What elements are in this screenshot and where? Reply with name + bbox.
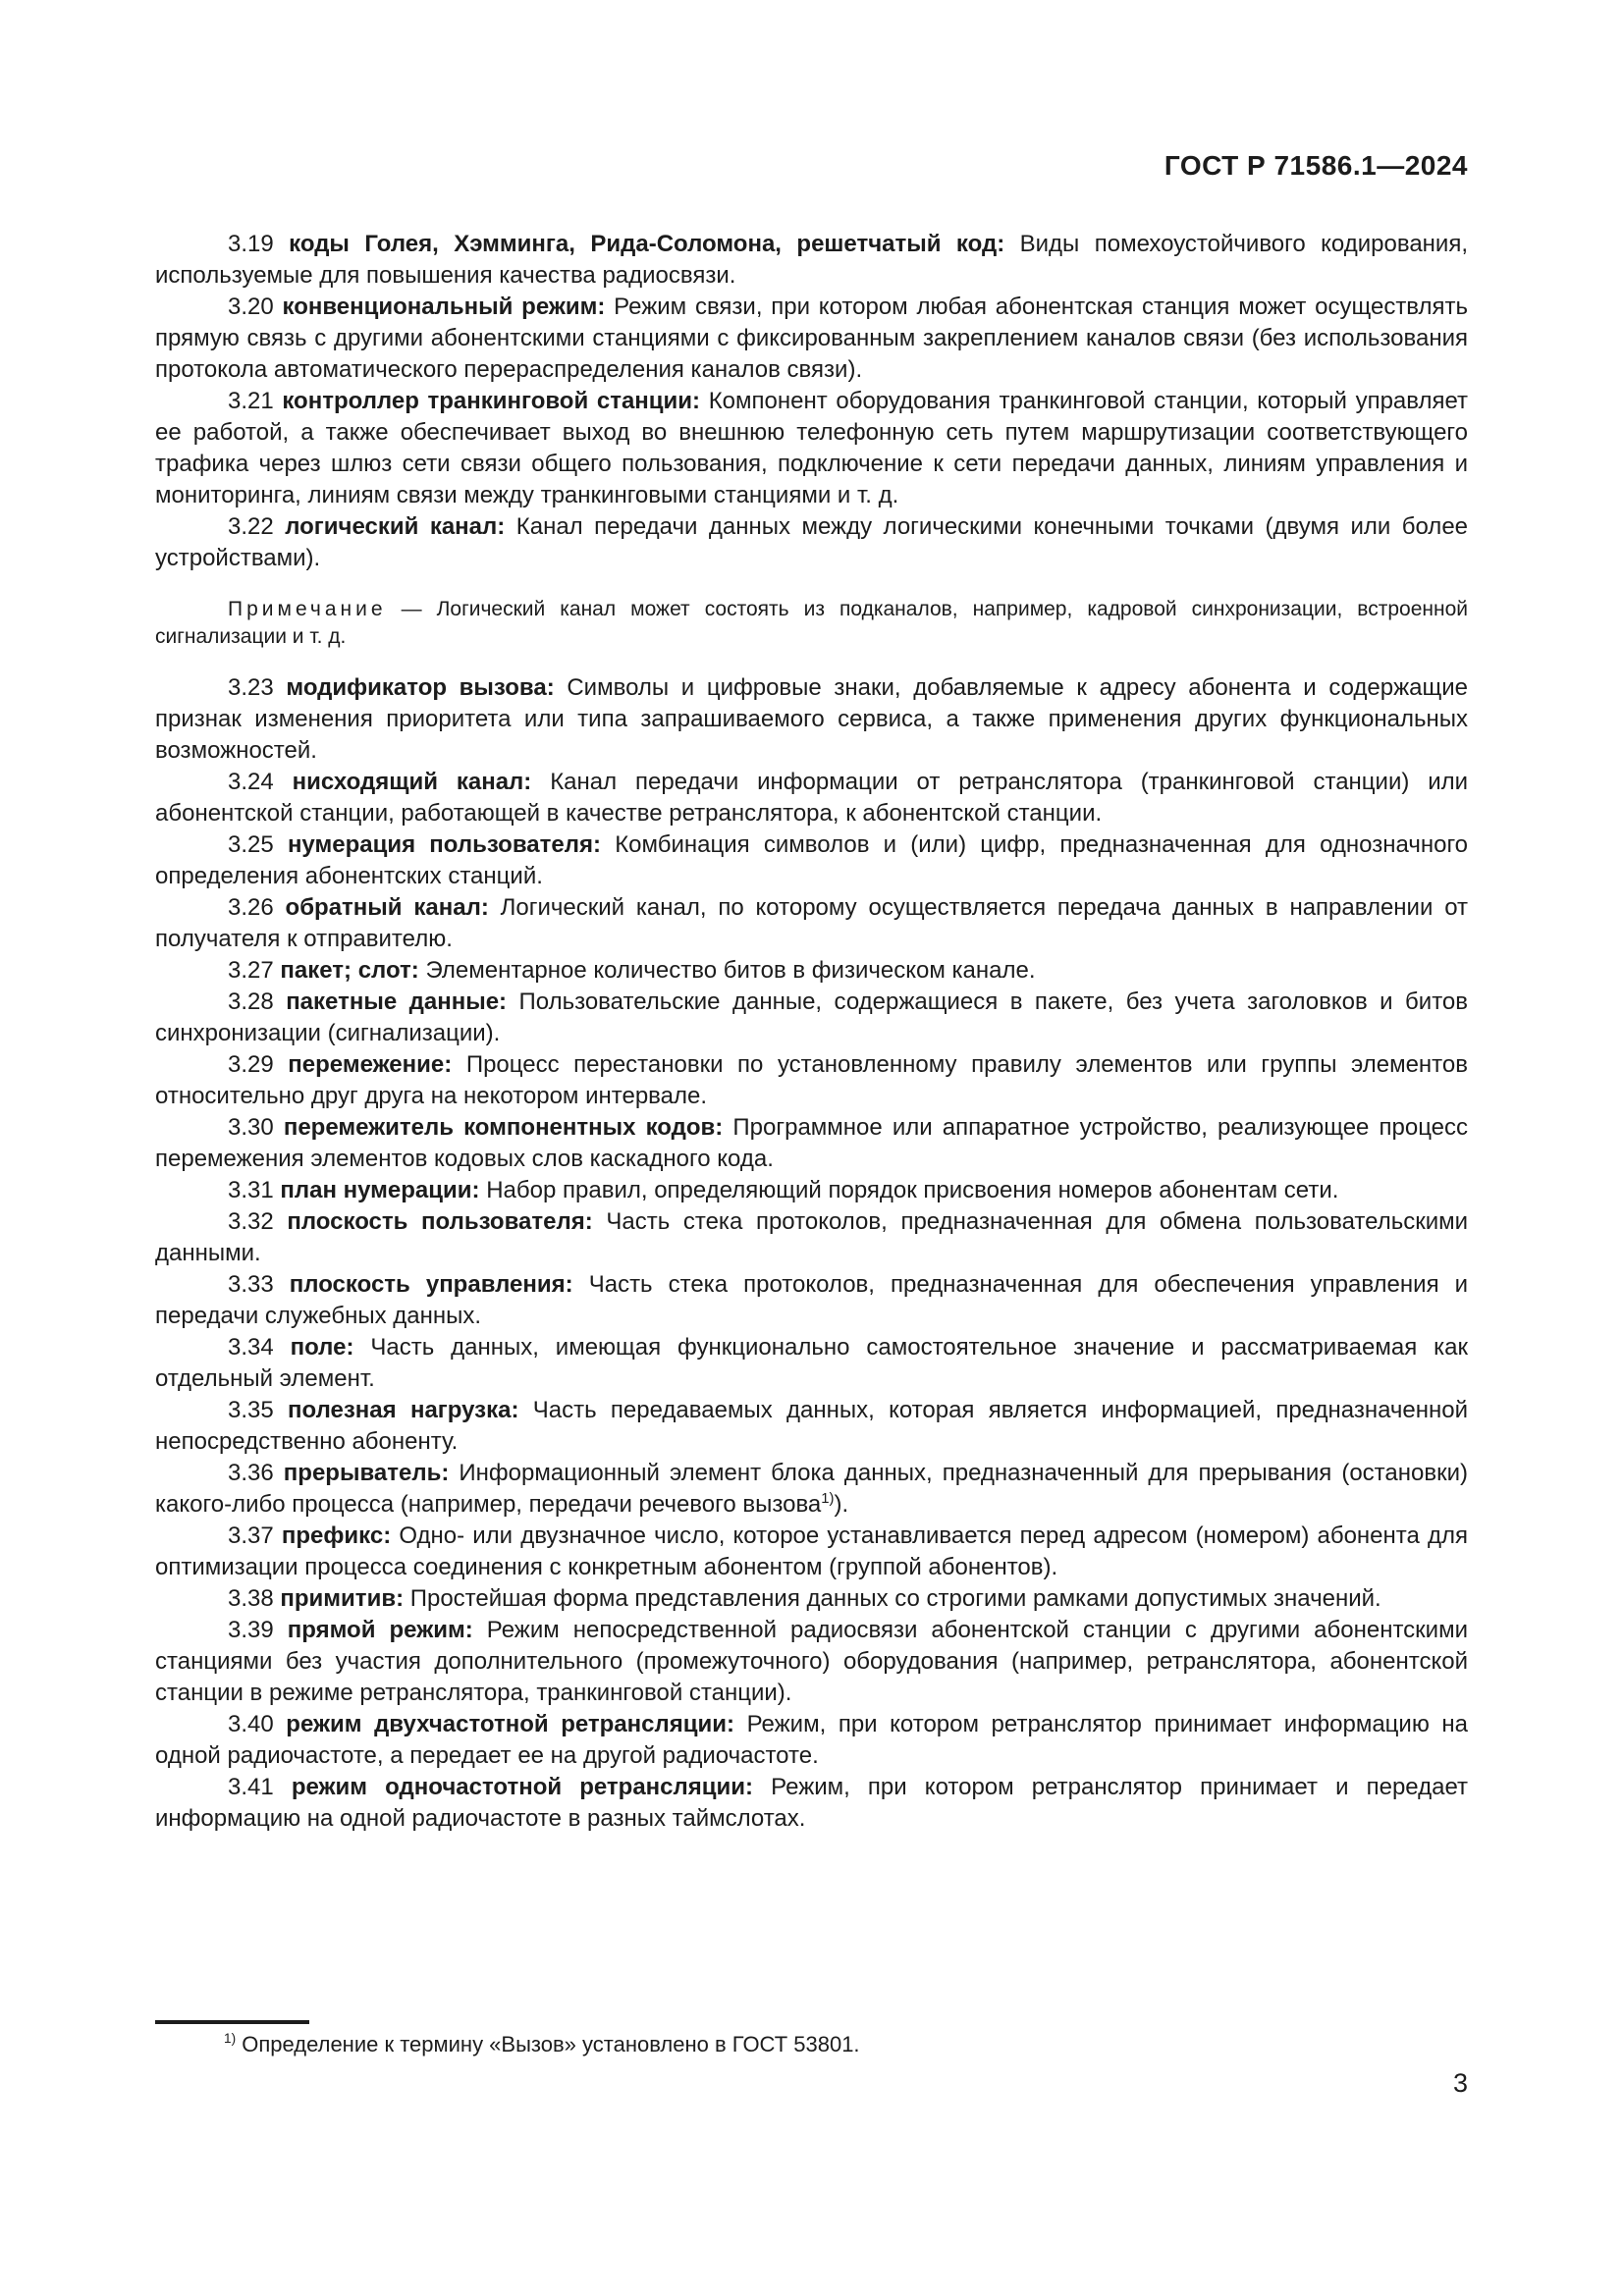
footnote-marker: 1) [224,2031,237,2046]
term-paragraph [155,1269,1468,1332]
term-name: плоскость пользователя: [287,1208,593,1235]
term-name: полезная нагрузка: [288,1397,519,1423]
term-definition: Процесс перестановки по установленному правилу элементов или группы элементов относительно друг друга на некотором интервале. [155,1051,1469,1109]
term-note [155,596,1468,651]
terms-list [155,229,1468,1835]
term-name: плоскость управления: [289,1271,573,1298]
term-name: примитив: [280,1585,405,1612]
term-number: 3.24 [228,769,274,795]
term-number: 3.36 [228,1460,274,1486]
term-name: нумерация пользователя: [287,831,601,858]
term-name: коды Голея, Хэмминга, Рида-Соломона, решетчатый код: [289,231,1005,257]
term-number: 3.33 [228,1271,274,1298]
term-definition: Простейшая форма представления данных со строгими рамками допустимых значений. [409,1585,1381,1612]
term-paragraph [155,1395,1468,1458]
term-definition: Часть данных, имеющая функционально самостоятельное значение и рассматриваемая как отдельный элемент. [155,1334,1468,1392]
term-name: пакет; слот: [280,957,419,984]
term-definition: Информационный элемент блока данных, предназначенный для прерывания (остановки) какого-либо процесса (например, передачи речевого вызова$^{1)}$). [155,1460,1468,1518]
term-name: перемежитель компонентных кодов: [283,1114,724,1141]
term-name: перемежение: [288,1051,453,1078]
term-paragraph [155,1049,1468,1112]
term-name: режим одночастотной ретрансляции: [291,1774,754,1800]
term-paragraph [155,386,1468,511]
page-number: 3 [1452,2068,1468,2098]
term-number: 3.27 [228,957,274,984]
term-number: 3.39 [228,1617,274,1643]
term-definition: Часть стека протоколов, предназначенная для обмена пользовательскими данными. [155,1208,1469,1266]
term-number: 3.30 [228,1114,274,1141]
term-definition: Канал передачи данных между логическими конечными точками (двумя или более устройствами). [155,513,1469,571]
term-name: прерыватель: [283,1460,450,1486]
term-number: 3.21 [228,388,274,414]
term-paragraph [155,672,1468,767]
term-number: 3.38 [228,1585,274,1612]
term-number: 3.34 [228,1334,274,1361]
term-definition: Режим непосредственной радиосвязи абонентской станции с другими абонентскими станциями без участия дополнительного (промежуточного) оборудования (например, ретранслятора, абонентской станции в режиме ретранслятора, транкинговой станции). [155,1617,1468,1706]
document-code-header: ГОСТ Р 71586.1—2024 [1164,150,1468,181]
term-name: поле: [290,1334,354,1361]
term-definition: Программное или аппаратное устройство, реализующее процесс перемежения элементов кодовых слов каскадного кода. [155,1114,1469,1172]
term-number: 3.40 [228,1711,274,1737]
term-name: план нумерации: [280,1177,480,1203]
term-name: прямой режим: [287,1617,473,1643]
footnote [155,2030,1468,2059]
term-paragraph [155,767,1468,829]
term-paragraph [155,1709,1468,1772]
term-paragraph [155,1206,1468,1269]
term-number: 3.32 [228,1208,274,1235]
term-paragraph [155,987,1468,1049]
term-definition: Логический канал, по которому осуществляется передача данных в направлении от получателя к отправителю. [155,894,1468,952]
term-number: 3.28 [228,988,274,1015]
term-paragraph [155,511,1468,574]
term-name: обратный канал: [285,894,489,921]
term-definition: Набор правил, определяющий порядок присвоения номеров абонентам сети. [486,1177,1339,1203]
term-definition: Режим, при котором ретранслятор принимает информацию на одной радиочастоте, а передает ее на другой радиочастоте. [155,1711,1469,1769]
term-name: логический канал: [285,513,506,540]
term-definition: Виды помехоустойчивого кодирования, используемые для повышения качества радиосвязи. [155,231,1468,289]
note-text: — Логический канал может состоять из подканалов, например, кадровой синхронизации, встроенной сигнализации и т. д. [155,598,1468,648]
term-paragraph [155,1615,1468,1709]
footnote-body-text: Определение к термину «Вызов» установлено в ГОСТ 53801. [242,2032,860,2056]
term-number: 3.25 [228,831,274,858]
term-definition: Элементарное количество битов в физическом канале. [425,957,1036,984]
term-definition: Компонент оборудования транкинговой станции, который управляет ее работой, а также обеспечивает выход во внешнюю телефонную сеть путем маршрутизации соответствующего трафика через шлюз сети связи общего пользования, подключение к сети передачи данных, линиям управления и мониторинга, линиям связи между транкинговыми станциями и т. д. [155,388,1469,508]
term-definition: Комбинация символов и (или) цифр, предназначенная для однозначного определения абонентских станций. [155,831,1469,889]
term-definition: Режим связи, при котором любая абонентская станция может осуществлять прямую связь с другими абонентскими станциями с фиксированным закреплением каналов связи (без использования протокола автоматического перераспределения каналов связи). [155,294,1469,383]
term-definition: Канал передачи информации от ретранслятора (транкинговой станции) или абонентской станции, работающей в качестве ретранслятора, к абонентской станции. [155,769,1469,827]
term-name: конвенциональный режим: [282,294,606,320]
term-paragraph [155,955,1468,987]
term-number: 3.35 [228,1397,274,1423]
note-label: Примечание [228,598,387,620]
term-paragraph [155,1772,1468,1835]
term-paragraph [155,892,1468,955]
term-definition: Режим, при котором ретранслятор принимает и передает информацию на одной радиочастоте в разных таймслотах. [155,1774,1469,1832]
term-name: пакетные данные: [286,988,508,1015]
term-paragraph [155,1332,1468,1395]
term-paragraph [155,229,1468,292]
term-paragraph [155,1112,1468,1175]
term-paragraph [155,1458,1468,1521]
term-name: контроллер транкинговой станции: [282,388,701,414]
term-definition: Часть передаваемых данных, которая является информацией, предназначенной непосредственно абоненту. [155,1397,1469,1455]
term-paragraph [155,829,1468,892]
term-number: 3.20 [228,294,274,320]
terms-section [155,229,1468,1835]
footnote-separator-rule [155,2020,309,2024]
term-paragraph [155,1175,1468,1206]
term-definition: Часть стека протоколов, предназначенная для обеспечения управления и передачи служебных данных. [155,1271,1469,1329]
term-number: 3.22 [228,513,274,540]
term-paragraph [155,1583,1468,1615]
term-paragraph [155,292,1468,386]
term-number: 3.26 [228,894,274,921]
term-number: 3.41 [228,1774,274,1800]
term-definition: Одно- или двузначное число, которое устанавливается перед адресом (номером) абонента для оптимизации процесса соединения с конкретным абонентом (группой абонентов). [155,1522,1469,1580]
term-name: префикс: [281,1522,392,1549]
term-number: 3.29 [228,1051,274,1078]
term-name: модификатор вызова: [286,674,555,701]
term-paragraph [155,1521,1468,1583]
term-number: 3.31 [228,1177,274,1203]
term-name: режим двухчастотной ретрансляции: [286,1711,735,1737]
term-definition: Символы и цифровые знаки, добавляемые к адресу абонента и содержащие признак изменения приоритета или типа запрашиваемого сервиса, а также применения других функциональных возможностей. [155,674,1469,764]
term-number: 3.37 [228,1522,274,1549]
footnote-reference: 1) [821,1491,835,1507]
term-number: 3.23 [228,674,274,701]
term-number: 3.19 [228,231,274,257]
term-definition: Пользовательские данные, содержащиеся в пакете, без учета заголовков и битов синхронизации (сигнализации). [155,988,1469,1046]
term-name: нисходящий канал: [292,769,532,795]
footnote-area [155,2020,1468,2059]
